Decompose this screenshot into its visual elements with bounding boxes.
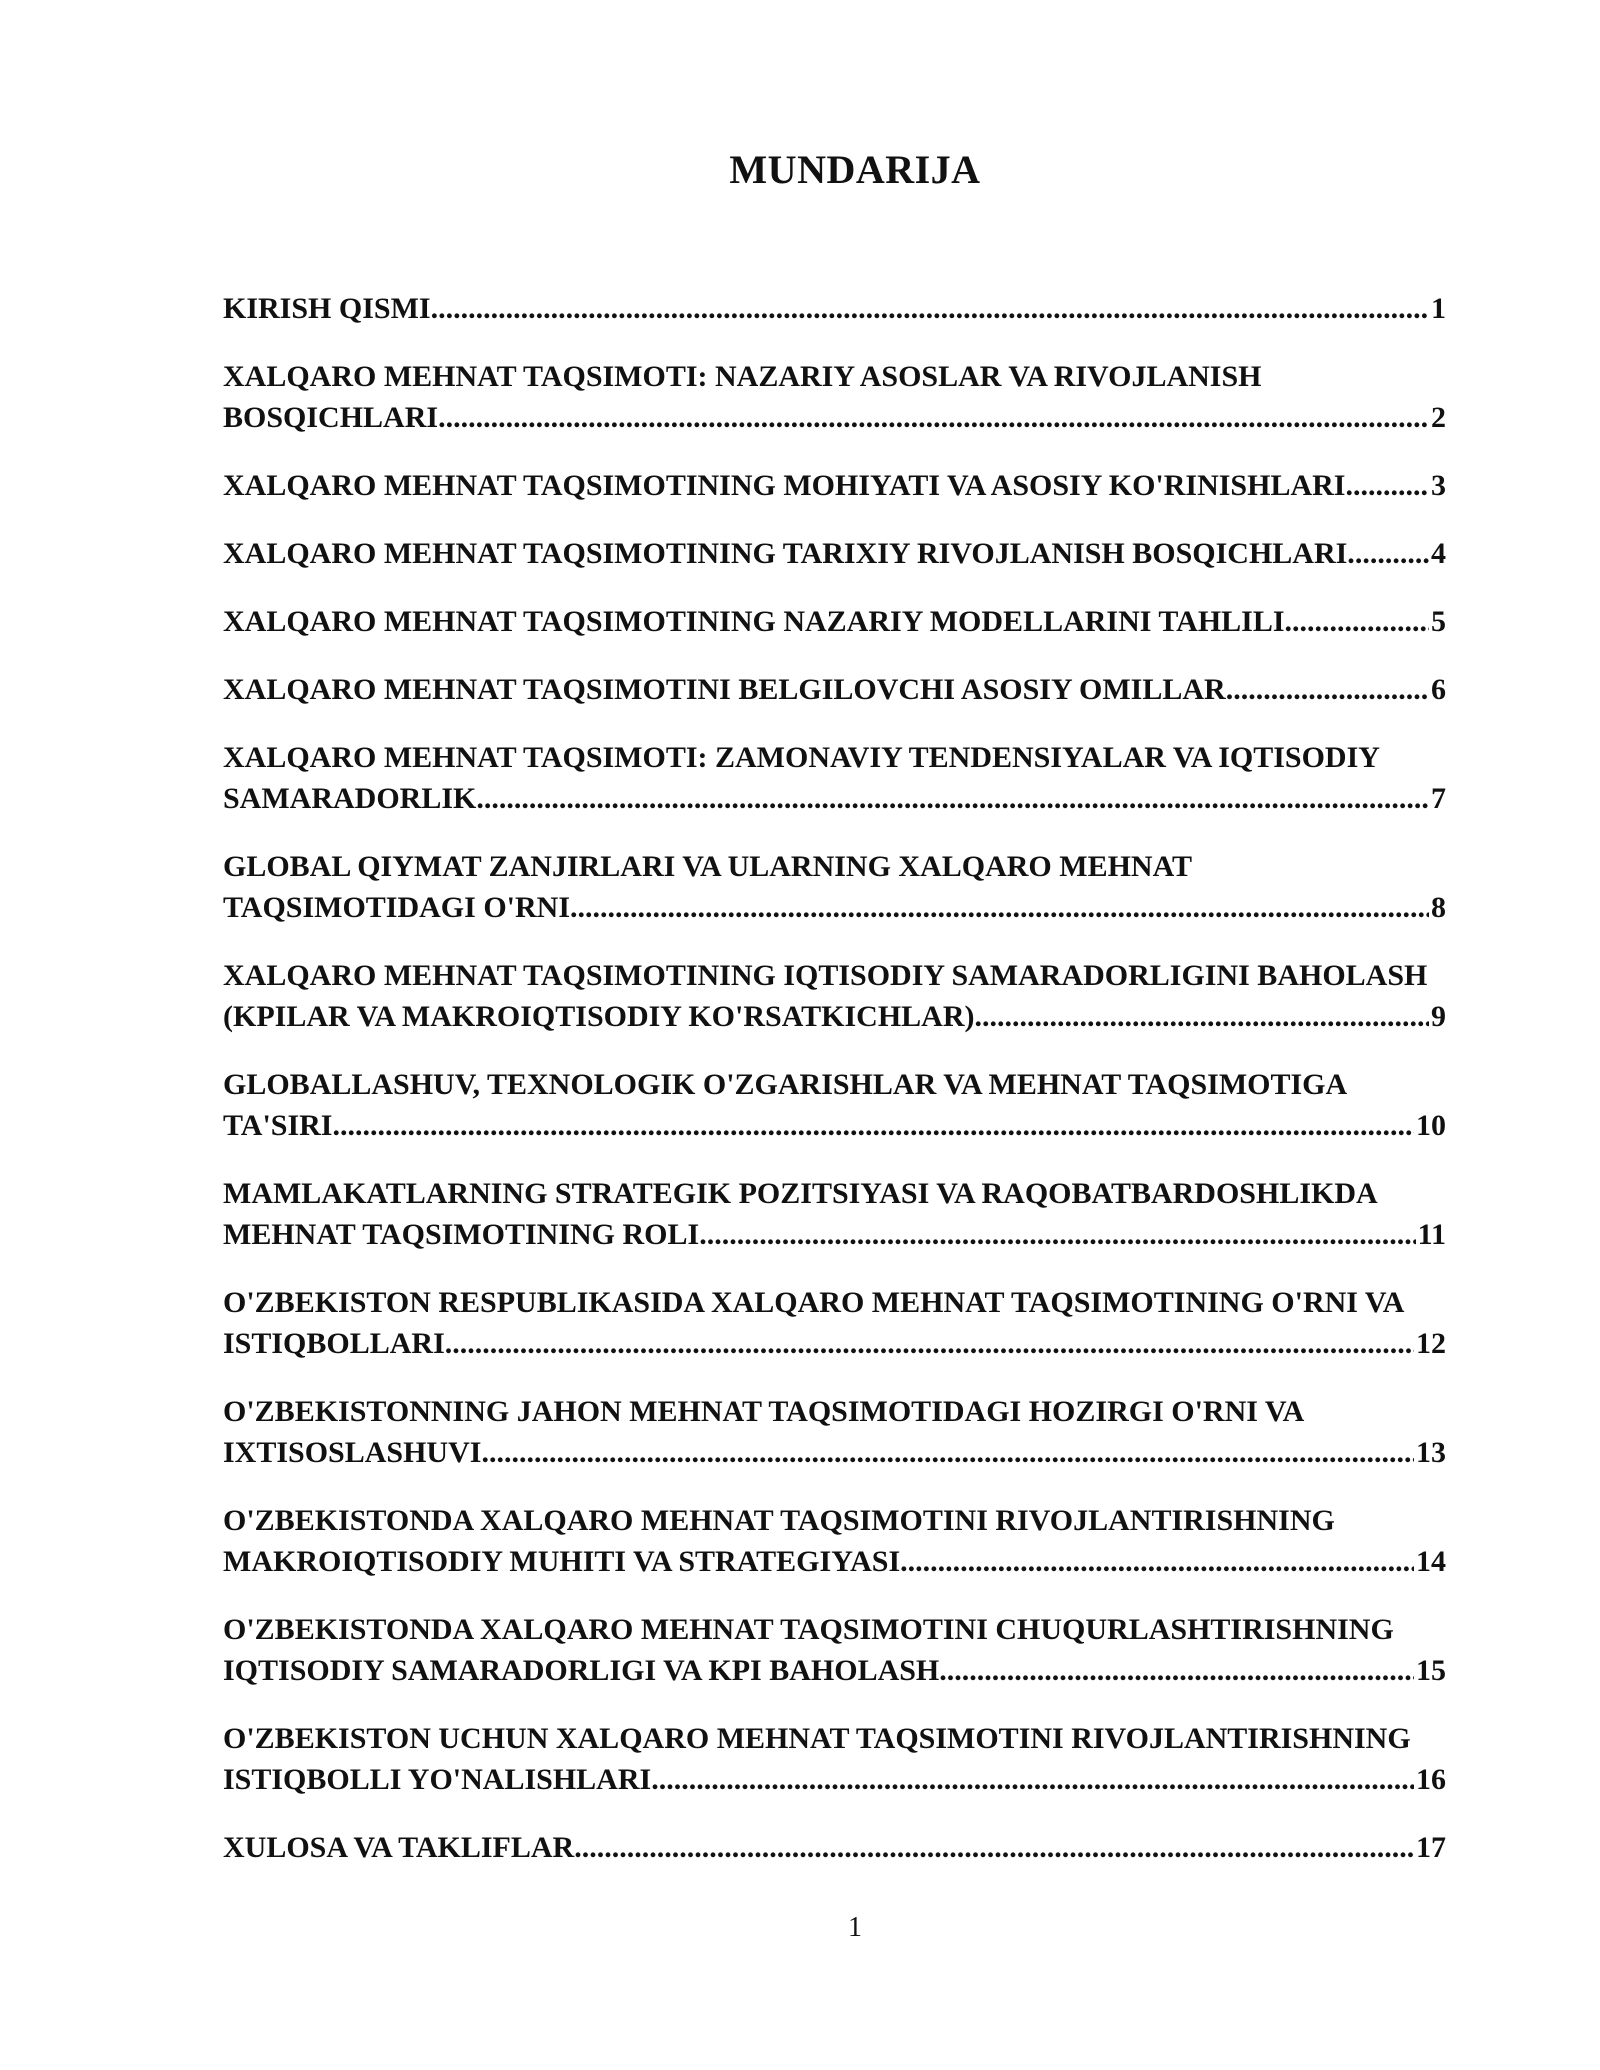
toc-page-number: 5 bbox=[1431, 605, 1446, 638]
dot-leader bbox=[651, 1759, 1414, 1800]
toc-entry[interactable] bbox=[223, 1609, 1446, 1691]
toc-entry[interactable] bbox=[223, 533, 1446, 574]
toc-entry[interactable] bbox=[223, 955, 1446, 1037]
dot-leader bbox=[438, 397, 1429, 438]
dot-leader bbox=[1285, 601, 1429, 642]
dot-leader bbox=[1226, 669, 1429, 710]
dot-leader bbox=[332, 1105, 1414, 1146]
page-number: 1 bbox=[848, 1912, 862, 1943]
toc-entry-leader-line bbox=[223, 778, 1446, 819]
toc-page-number: 10 bbox=[1416, 1109, 1446, 1142]
dot-leader bbox=[699, 1214, 1415, 1255]
toc-entry-leader-line bbox=[223, 397, 1446, 438]
toc-entry-title: MAKROIQTISODIY MUHITI VA STRATEGIYASI bbox=[223, 1545, 901, 1578]
toc-entry-title-line: GLOBALLASHUV, TEXNOLOGIK O'ZGARISHLAR VA MEHNAT TAQSIMOTIGA bbox=[223, 1068, 1348, 1101]
dot-leader bbox=[900, 1541, 1414, 1582]
dot-leader bbox=[570, 887, 1429, 928]
toc-page-number: 3 bbox=[1431, 469, 1446, 502]
toc-entry-leader-line bbox=[223, 1541, 1446, 1582]
toc-page-number: 14 bbox=[1416, 1545, 1446, 1578]
toc-page-number: 11 bbox=[1417, 1218, 1446, 1251]
toc-entry[interactable] bbox=[223, 465, 1446, 506]
toc-entry-leader-line bbox=[223, 533, 1446, 574]
toc-entry-title-line: XALQARO MEHNAT TAQSIMOTI: ZAMONAVIY TENDENSIYALAR VA IQTISODIY bbox=[223, 741, 1380, 774]
toc-entry[interactable] bbox=[223, 1500, 1446, 1582]
toc-entry-title: XALQARO MEHNAT TAQSIMOTINING MOHIYATI VA ASOSIY KO'RINISHLARI. bbox=[223, 469, 1353, 502]
toc-entry-title-line: O'ZBEKISTONDA XALQARO MEHNAT TAQSIMOTINI CHUQURLASHTIRISHNING bbox=[223, 1613, 1394, 1646]
toc-entry-title: MEHNAT TAQSIMOTINING ROLI bbox=[223, 1218, 700, 1251]
dot-leader bbox=[939, 1650, 1414, 1691]
toc-page-number: 6 bbox=[1431, 673, 1446, 706]
toc-entry-title: XALQARO MEHNAT TAQSIMOTINI BELGILOVCHI ASOSIY OMILLAR bbox=[223, 673, 1226, 706]
toc-entry-title: ISTIQBOLLI YO'NALISHLARI bbox=[223, 1763, 652, 1796]
toc-entry-title: IQTISODIY SAMARADORLIGI VA KPI BAHOLASH bbox=[223, 1654, 940, 1687]
toc-entry[interactable] bbox=[223, 1282, 1446, 1364]
toc-page-number: 4 bbox=[1431, 537, 1446, 570]
dot-leader bbox=[574, 1827, 1414, 1868]
toc-entry-title-line: XALQARO MEHNAT TAQSIMOTINING IQTISODIY SAMARADORLIGINI BAHOLASH bbox=[223, 959, 1428, 992]
page-title: MUNDARIJA bbox=[729, 147, 981, 192]
toc-page-number: 2 bbox=[1431, 401, 1446, 434]
toc-entry-leader-line bbox=[223, 1214, 1446, 1255]
toc-entry[interactable] bbox=[223, 1064, 1446, 1146]
toc-page-number: 15 bbox=[1416, 1654, 1446, 1687]
toc-entry[interactable] bbox=[223, 356, 1446, 438]
toc-entry-title: BOSQICHLARI bbox=[223, 401, 439, 434]
toc-page-number: 7 bbox=[1431, 782, 1446, 815]
toc-page-number: 9 bbox=[1431, 1000, 1446, 1033]
toc-entry-title: (KPILAR VA MAKROIQTISODIY KO'RSATKICHLAR) bbox=[223, 1000, 975, 1033]
toc-entry-title: XALQARO MEHNAT TAQSIMOTINING NAZARIY MODELLARINI TAHLILI bbox=[223, 605, 1285, 638]
dot-leader bbox=[431, 288, 1429, 329]
toc-entry[interactable] bbox=[223, 288, 1446, 329]
dot-leader bbox=[445, 1323, 1414, 1364]
toc-page-number: 1 bbox=[1431, 292, 1446, 325]
toc-entry[interactable] bbox=[223, 669, 1446, 710]
toc-entry-leader-line bbox=[223, 1432, 1446, 1473]
toc-page-number: 17 bbox=[1416, 1831, 1446, 1864]
table-of-contents bbox=[223, 288, 1446, 1895]
toc-entry-title: XULOSA VA TAKLIFLAR bbox=[223, 1831, 575, 1864]
toc-entry-leader-line bbox=[223, 887, 1446, 928]
toc-entry-leader-line bbox=[223, 465, 1446, 506]
toc-entry-title-line: GLOBAL QIYMAT ZANJIRLARI VA ULARNING XALQARO MEHNAT bbox=[223, 850, 1193, 883]
toc-entry-leader-line bbox=[223, 1827, 1446, 1868]
toc-entry-title: KIRISH QISMI bbox=[223, 292, 431, 325]
toc-entry[interactable] bbox=[223, 1391, 1446, 1473]
toc-entry[interactable] bbox=[223, 846, 1446, 928]
toc-entry-title: TAQSIMOTIDAGI O'RNI bbox=[223, 891, 570, 924]
toc-entry-title: TA'SIRI bbox=[223, 1109, 333, 1142]
dot-leader bbox=[481, 1432, 1414, 1473]
toc-entry[interactable] bbox=[223, 1827, 1446, 1868]
toc-entry-leader-line bbox=[223, 288, 1446, 329]
toc-entry-title-line: O'ZBEKISTONNING JAHON MEHNAT TAQSIMOTIDAGI HOZIRGI O'RNI VA bbox=[223, 1395, 1305, 1428]
toc-entry-leader-line bbox=[223, 669, 1446, 710]
toc-entry-title-line: XALQARO MEHNAT TAQSIMOTI: NAZARIY ASOSLAR VA RIVOJLANISH bbox=[223, 360, 1262, 393]
toc-entry-leader-line bbox=[223, 1759, 1446, 1800]
toc-entry-title-line: O'ZBEKISTON RESPUBLIKASIDA XALQARO MEHNAT TAQSIMOTINING O'RNI VA bbox=[223, 1286, 1405, 1319]
toc-entry-title-line: MAMLAKATLARNING STRATEGIK POZITSIYASI VA RAQOBATBARDOSHLIKDA bbox=[223, 1177, 1378, 1210]
dot-leader bbox=[975, 996, 1430, 1037]
toc-entry-title-line: O'ZBEKISTON UCHUN XALQARO MEHNAT TAQSIMOTINI RIVOJLANTIRISHNING bbox=[223, 1722, 1411, 1755]
toc-entry[interactable] bbox=[223, 737, 1446, 819]
toc-entry[interactable] bbox=[223, 1173, 1446, 1255]
toc-entry-title: SAMARADORLIK bbox=[223, 782, 477, 815]
toc-entry-leader-line bbox=[223, 1323, 1446, 1364]
toc-entry-leader-line bbox=[223, 601, 1446, 642]
toc-entry-title: ISTIQBOLLARI bbox=[223, 1327, 445, 1360]
toc-entry-title: XALQARO MEHNAT TAQSIMOTINING TARIXIY RIVOJLANISH BOSQICHLARI. bbox=[223, 537, 1355, 570]
toc-entry[interactable] bbox=[223, 1718, 1446, 1800]
toc-entry-title: IXTISOSLASHUVI bbox=[223, 1436, 482, 1469]
dot-leader bbox=[1355, 533, 1429, 574]
toc-entry-leader-line bbox=[223, 996, 1446, 1037]
toc-page-number: 16 bbox=[1416, 1763, 1446, 1796]
toc-page-number: 13 bbox=[1416, 1436, 1446, 1469]
toc-entry-leader-line bbox=[223, 1105, 1446, 1146]
toc-page-number: 8 bbox=[1431, 891, 1446, 924]
toc-entry[interactable] bbox=[223, 601, 1446, 642]
toc-page-number: 12 bbox=[1416, 1327, 1446, 1360]
toc-entry-title-line: O'ZBEKISTONDA XALQARO MEHNAT TAQSIMOTINI RIVOJLANTIRISHNING bbox=[223, 1504, 1335, 1537]
dot-leader bbox=[476, 778, 1429, 819]
toc-entry-leader-line bbox=[223, 1650, 1446, 1691]
dot-leader bbox=[1353, 465, 1429, 506]
